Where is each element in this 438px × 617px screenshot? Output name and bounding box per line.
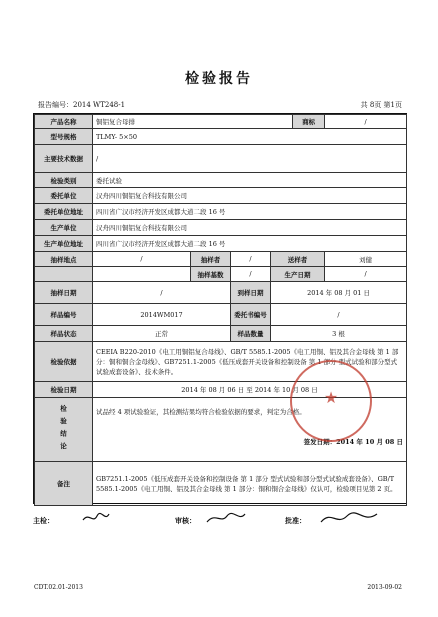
value-empty xyxy=(93,267,191,282)
approver-signature xyxy=(319,510,379,526)
label-sender: 送样者 xyxy=(271,252,325,267)
label-producer-address: 生产单位地址 xyxy=(35,236,93,252)
chief-inspector-label: 主检： xyxy=(33,517,54,525)
approver-label: 批准： xyxy=(285,517,306,525)
value-entrust-no: / xyxy=(271,304,407,326)
value-sampling-date: / xyxy=(93,282,231,304)
label-producer: 生产单位 xyxy=(35,220,93,236)
inspection-table xyxy=(34,114,407,506)
table-row xyxy=(35,304,407,326)
label-basis: 检验依据 xyxy=(35,342,93,382)
table-row xyxy=(35,220,407,236)
value-sampling-site: / xyxy=(93,252,191,267)
label-remarks: 备注 xyxy=(35,462,93,506)
value-remarks: GB7251.1-2005《低压成套开关设备和控制设备 第 1 部分 型式试验和部分型式试验成套设备》、GB/T 5585.1-2005《电工用铜、铝及其合金母线 第 1 部分：铜和铜合金母线》仅认可，检验项目见第 2 页。 xyxy=(93,462,407,506)
label-inspection-type: 检验类别 xyxy=(35,173,93,188)
footer-code: CDT.02.01-2013 xyxy=(34,584,83,591)
label-empty xyxy=(35,267,93,282)
label-inspection-date: 检验日期 xyxy=(35,382,93,398)
value-client-address: 四川省广汉市经济开发区成都大道二段 16 号 xyxy=(93,204,407,220)
value-trademark: / xyxy=(325,115,407,129)
value-basis: CEEIA B220-2010《电工用铜铝复合母线》、GB/T 5585.1-2005《电工用铜、铝及其合金母线 第 1 部分：铜和铜合金母线》、GB7251.1-2005《低压成套开关设备和控制设备 第 1 部分 型式试验和部分型式试验成套设备》、技术条件。 xyxy=(93,342,407,382)
table-row xyxy=(35,282,407,304)
label-arrival-date: 到样日期 xyxy=(231,282,271,304)
label-sampling-date: 抽样日期 xyxy=(35,282,93,304)
table-row xyxy=(35,236,407,252)
label-main-tech: 主要技术数据 xyxy=(35,145,93,173)
label-production-date: 生产日期 xyxy=(271,267,325,282)
value-inspection-date: 2014 年 08 月 06 日 至 2014 年 10 月 08 日 xyxy=(93,382,407,398)
label-sampling-base: 抽样基数 xyxy=(191,267,231,282)
value-model: TLMY- 5×50 xyxy=(93,129,407,145)
reviewer-signature xyxy=(205,510,247,526)
value-conclusion: 试品经 4 项试验验证，其检测结果均符合检验依据的要求，判定为合格。 xyxy=(96,408,306,416)
inspection-form xyxy=(33,113,407,504)
value-sampler: / xyxy=(231,252,271,267)
value-producer-address: 四川省广汉市经济开发区成都大道二段 16 号 xyxy=(93,236,407,252)
table-row xyxy=(35,188,407,204)
value-production-date: / xyxy=(325,267,407,282)
table-row xyxy=(35,145,407,173)
table-row xyxy=(35,326,407,342)
label-sampling-site: 抽样地点 xyxy=(35,252,93,267)
table-row xyxy=(35,204,407,220)
reviewer-label: 审核： xyxy=(175,517,196,525)
table-row xyxy=(35,173,407,188)
label-client-address: 委托单位地址 xyxy=(35,204,93,220)
label-model: 型号规格 xyxy=(35,129,93,145)
value-inspection-type: 委托试验 xyxy=(93,173,407,188)
value-main-tech: / xyxy=(93,145,407,173)
table-row xyxy=(35,129,407,145)
label-product-name: 产品名称 xyxy=(35,115,93,129)
value-client: 汉舟四川铜铝复合科技有限公司 xyxy=(93,188,407,204)
value-product-name: 铜铝复合母排 xyxy=(93,115,293,129)
chief-signature xyxy=(81,510,111,526)
table-row xyxy=(35,115,407,129)
label-sample-qty: 样品数量 xyxy=(231,326,271,342)
report-title: 检验报告 xyxy=(185,71,253,87)
label-entrust-no: 委托书编号 xyxy=(231,304,271,326)
label-trademark: 商标 xyxy=(293,115,325,129)
report-number: 报告编号：2014 WT248-1 xyxy=(38,101,126,109)
table-row xyxy=(35,267,407,282)
value-sample-qty: 3 根 xyxy=(271,326,407,342)
label-sampler: 抽样者 xyxy=(191,252,231,267)
table-row xyxy=(35,252,407,267)
issue-date: 签发日期：2014 年 10 月 08 日 xyxy=(303,438,404,446)
page-indicator: 共 8页 第1页 xyxy=(360,101,402,109)
seal-star-icon: ★ xyxy=(323,388,339,407)
official-seal xyxy=(290,360,372,442)
label-conclusion: 检验结论 xyxy=(59,404,67,455)
label-client: 委托单位 xyxy=(35,188,93,204)
value-producer: 汉舟四川铜铝复合科技有限公司 xyxy=(93,220,407,236)
label-sample-status: 样品状态 xyxy=(35,326,93,342)
value-sampling-base: / xyxy=(231,267,271,282)
value-sender: 刘健 xyxy=(325,252,407,267)
label-sample-no: 样品编号 xyxy=(35,304,93,326)
footer-date: 2013-09-02 xyxy=(367,584,402,591)
value-arrival-date: 2014 年 08 月 01 日 xyxy=(271,282,407,304)
value-sample-status: 正常 xyxy=(93,326,231,342)
value-sample-no: 2014WM017 xyxy=(93,304,231,326)
table-row xyxy=(35,462,407,506)
